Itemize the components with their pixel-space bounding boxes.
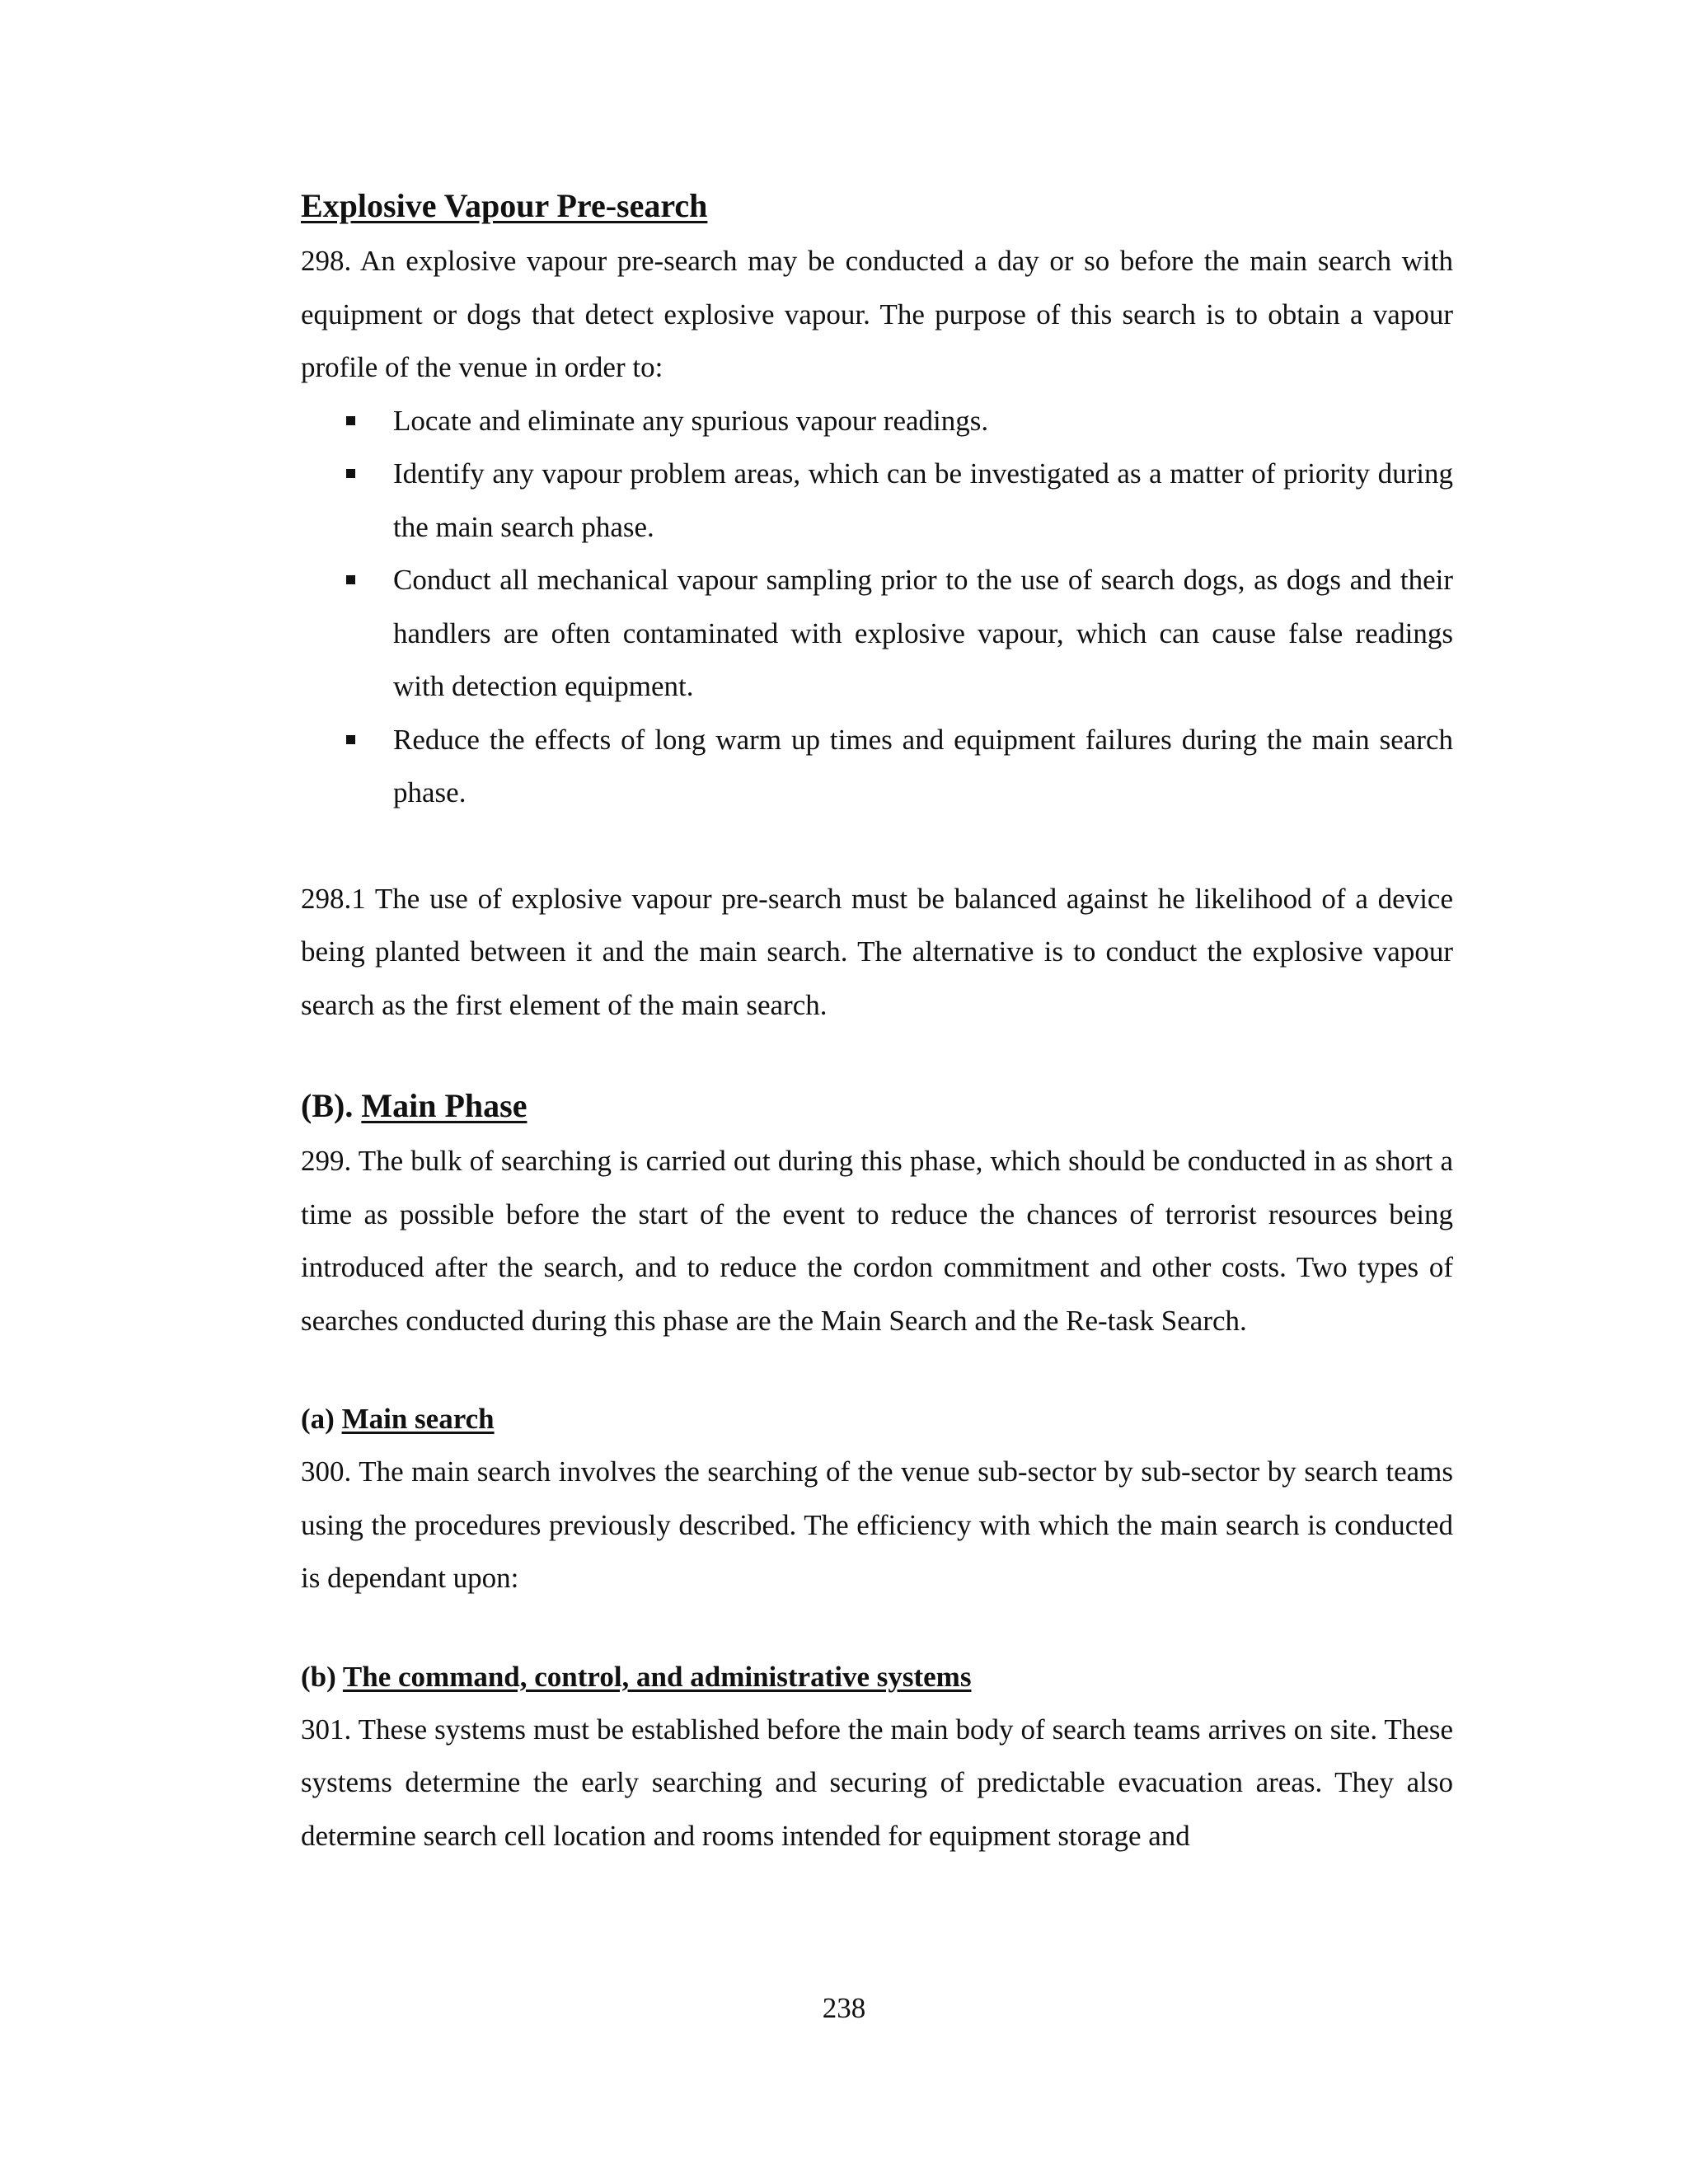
paragraph-298: 298. An explosive vapour pre-search may be conducted a day or so before the main search with equipment or dogs that detect explosive vapour. The purpose of this search is to obtain a vapour profile of the venue in order to: [301, 245, 1453, 383]
subsection-heading-main-search [301, 1399, 1453, 1440]
subsection-heading-main-search-text: Main search [341, 1403, 495, 1435]
spacer [301, 1032, 1453, 1083]
bullet-list [301, 395, 1453, 820]
square-bullet-icon [346, 469, 355, 478]
section-heading-main-phase [301, 1083, 1453, 1129]
paragraph-298-1: 298.1 The use of explosive vapour pre-search must be balanced against he likelihood of a device being planted between it and the main search. The alternative is to conduct the explosive vapour search as the first element of the main search. [301, 882, 1453, 1021]
spacer [301, 820, 1453, 873]
subsection-prefix: (a) [301, 1403, 335, 1435]
square-bullet-icon [346, 416, 355, 425]
paragraph-299: 299. The bulk of searching is carried out during this phase, which should be conducted in as short a time as possible before the start of the event to reduce the chances of terrorist resources being introduced after the search, and to reduce the cordon commitment and other costs. Two types of searches conducted during this phase are the Main Search and the Re-task Search. [301, 1145, 1453, 1337]
section-heading-vapour-text: Explosive Vapour Pre-search [301, 187, 708, 224]
square-bullet-icon [346, 575, 355, 584]
list-item [393, 554, 1453, 714]
paragraph-300: 300. The main search involves the searching of the venue sub-sector by sub-sector by search teams using the procedures previously described. The efficiency with which the main search is conducted is dependant upon: [301, 1455, 1453, 1594]
list-item-text: Locate and eliminate any spurious vapour readings. [393, 404, 989, 437]
square-bullet-icon [346, 735, 355, 744]
page-number: 238 [822, 1992, 866, 2024]
subsection-heading-command-text: The command, control, and administrative systems [342, 1660, 972, 1693]
spacer [301, 1605, 1453, 1657]
section-heading-main-phase-text: Main Phase [361, 1087, 528, 1124]
list-item [393, 395, 1453, 448]
section-prefix: (B). [301, 1087, 354, 1124]
list-item [393, 714, 1453, 820]
subsection-heading-command [301, 1657, 1453, 1698]
list-item [393, 448, 1453, 554]
section-heading-vapour [301, 183, 1453, 229]
list-item-text: Reduce the effects of long warm up times and equipment failures during the main search phase. [393, 723, 1453, 808]
paragraph-301: 301. These systems must be established before the main body of search teams arrives on site. These systems determine the early searching and securing of predictable evacuation areas. They also determine search cell location and rooms intended for equipment storage and [301, 1713, 1453, 1852]
subsection-prefix: (b) [301, 1660, 336, 1693]
page-content [301, 183, 1453, 1863]
spacer [301, 1347, 1453, 1399]
list-item-text: Conduct all mechanical vapour sampling prior to the use of search dogs, as dogs and their handlers are often contaminated with explosive vapour, which can cause false readings with detection equipment. [393, 564, 1453, 702]
list-item-text: Identify any vapour problem areas, which can be investigated as a matter of priority during the main search phase. [393, 457, 1453, 543]
